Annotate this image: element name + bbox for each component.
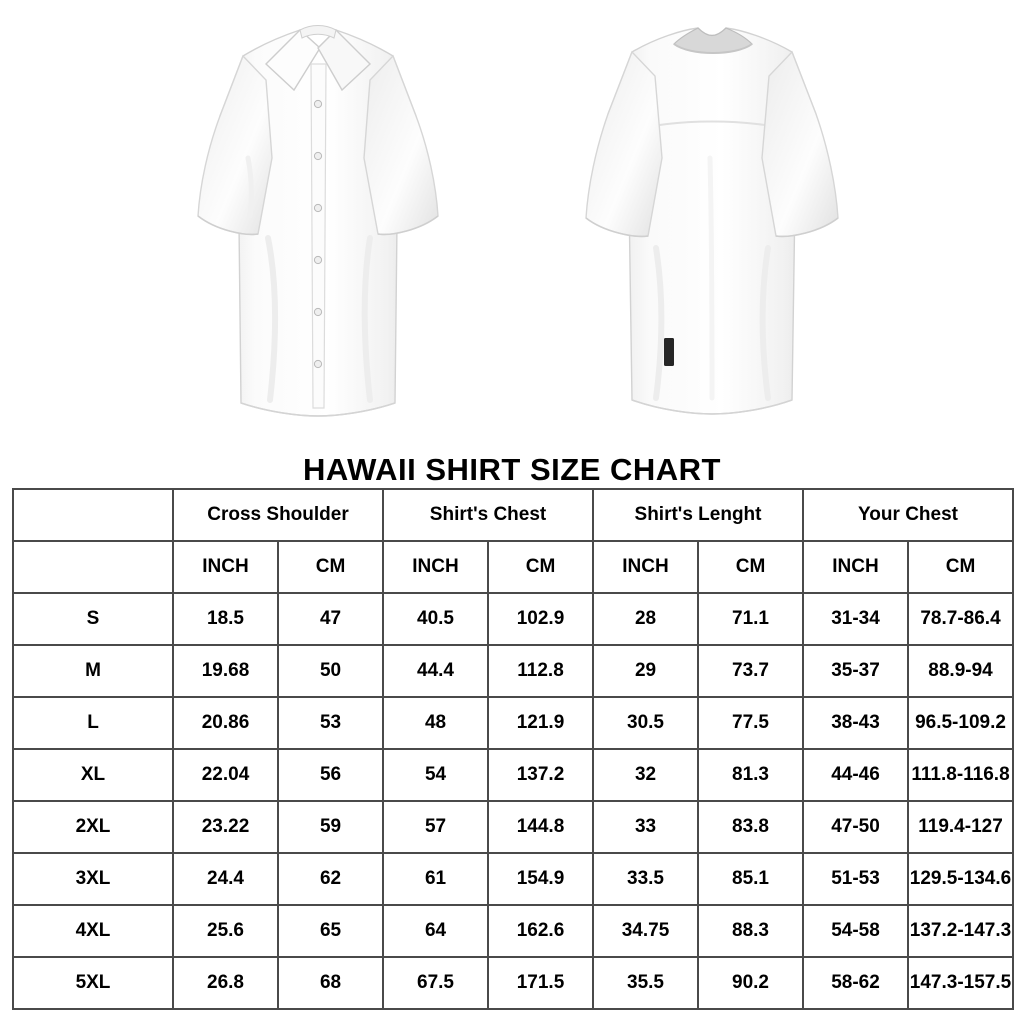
cell-cross-shoulder-cm: 59 (278, 801, 383, 853)
shirt-illustrations (0, 0, 1024, 452)
group-header-shirts-lenght: Shirt's Lenght (593, 489, 803, 541)
cell-shirt-chest-inch: 61 (383, 853, 488, 905)
cell-cross-shoulder-cm: 62 (278, 853, 383, 905)
cell-shirt-length-inch: 35.5 (593, 957, 698, 1009)
row-size-label: S (13, 593, 173, 645)
row-size-label: L (13, 697, 173, 749)
unit-header-inch-1: INCH (173, 541, 278, 593)
row-size-label: 4XL (13, 905, 173, 957)
cell-your-chest-cm: 147.3-157.5 (908, 957, 1013, 1009)
cell-your-chest-inch: 51-53 (803, 853, 908, 905)
cell-cross-shoulder-cm: 65 (278, 905, 383, 957)
cell-shirt-length-inch: 32 (593, 749, 698, 801)
cell-your-chest-cm: 119.4-127 (908, 801, 1013, 853)
row-size-label: 5XL (13, 957, 173, 1009)
cell-your-chest-cm: 129.5-134.6 (908, 853, 1013, 905)
cell-cross-shoulder-inch: 22.04 (173, 749, 278, 801)
cell-shirt-length-inch: 28 (593, 593, 698, 645)
row-size-label: 2XL (13, 801, 173, 853)
unit-header-inch-2: INCH (383, 541, 488, 593)
cell-shirt-length-cm: 83.8 (698, 801, 803, 853)
table-corner-cell (13, 489, 173, 541)
cell-your-chest-inch: 54-58 (803, 905, 908, 957)
size-chart-table (12, 488, 1014, 1010)
unit-header-cm-2: CM (488, 541, 593, 593)
cell-cross-shoulder-inch: 18.5 (173, 593, 278, 645)
table-row (13, 593, 1013, 645)
table-row (13, 645, 1013, 697)
cell-your-chest-cm: 111.8-116.8 (908, 749, 1013, 801)
cell-shirt-chest-cm: 112.8 (488, 645, 593, 697)
cell-shirt-chest-inch: 64 (383, 905, 488, 957)
cell-shirt-chest-cm: 144.8 (488, 801, 593, 853)
cell-cross-shoulder-inch: 23.22 (173, 801, 278, 853)
group-header-shirts-chest: Shirt's Chest (383, 489, 593, 541)
cell-cross-shoulder-inch: 26.8 (173, 957, 278, 1009)
cell-shirt-chest-cm: 137.2 (488, 749, 593, 801)
cell-cross-shoulder-cm: 47 (278, 593, 383, 645)
cell-cross-shoulder-inch: 19.68 (173, 645, 278, 697)
row-size-label: XL (13, 749, 173, 801)
cell-your-chest-inch: 35-37 (803, 645, 908, 697)
page-title: HAWAII SHIRT SIZE CHART (303, 452, 721, 487)
unit-header-inch-3: INCH (593, 541, 698, 593)
table-row (13, 749, 1013, 801)
table-row (13, 905, 1013, 957)
cell-shirt-length-cm: 85.1 (698, 853, 803, 905)
cell-cross-shoulder-cm: 53 (278, 697, 383, 749)
cell-shirt-chest-cm: 102.9 (488, 593, 593, 645)
cell-shirt-length-cm: 71.1 (698, 593, 803, 645)
unit-header-cm-4: CM (908, 541, 1013, 593)
table-row (13, 853, 1013, 905)
cell-shirt-length-cm: 77.5 (698, 697, 803, 749)
table-row (13, 697, 1013, 749)
cell-cross-shoulder-inch: 25.6 (173, 905, 278, 957)
cell-your-chest-cm: 137.2-147.3 (908, 905, 1013, 957)
row-size-label: M (13, 645, 173, 697)
cell-shirt-length-inch: 33.5 (593, 853, 698, 905)
cell-shirt-length-inch: 29 (593, 645, 698, 697)
cell-shirt-chest-inch: 40.5 (383, 593, 488, 645)
cell-shirt-length-cm: 81.3 (698, 749, 803, 801)
cell-cross-shoulder-inch: 20.86 (173, 697, 278, 749)
cell-shirt-chest-inch: 67.5 (383, 957, 488, 1009)
cell-shirt-chest-cm: 171.5 (488, 957, 593, 1009)
cell-cross-shoulder-cm: 68 (278, 957, 383, 1009)
unit-header-inch-4: INCH (803, 541, 908, 593)
unit-header-cm-3: CM (698, 541, 803, 593)
cell-shirt-chest-inch: 48 (383, 697, 488, 749)
row-size-label: 3XL (13, 853, 173, 905)
table-group-header-row (13, 489, 1013, 541)
cell-shirt-length-inch: 33 (593, 801, 698, 853)
cell-shirt-chest-cm: 121.9 (488, 697, 593, 749)
cell-your-chest-cm: 88.9-94 (908, 645, 1013, 697)
group-header-your-chest: Your Chest (803, 489, 1013, 541)
cell-shirt-length-cm: 88.3 (698, 905, 803, 957)
cell-cross-shoulder-cm: 50 (278, 645, 383, 697)
cell-your-chest-cm: 78.7-86.4 (908, 593, 1013, 645)
cell-cross-shoulder-inch: 24.4 (173, 853, 278, 905)
cell-shirt-length-inch: 34.75 (593, 905, 698, 957)
cell-shirt-chest-inch: 44.4 (383, 645, 488, 697)
cell-your-chest-inch: 58-62 (803, 957, 908, 1009)
cell-shirt-length-cm: 73.7 (698, 645, 803, 697)
cell-cross-shoulder-cm: 56 (278, 749, 383, 801)
table-row (13, 801, 1013, 853)
table-row (13, 957, 1013, 1009)
cell-your-chest-inch: 31-34 (803, 593, 908, 645)
table-unit-corner-cell (13, 541, 173, 593)
group-header-cross-shoulder: Cross Shoulder (173, 489, 383, 541)
cell-your-chest-inch: 47-50 (803, 801, 908, 853)
size-chart-table-wrapper (12, 488, 1012, 1010)
cell-shirt-length-inch: 30.5 (593, 697, 698, 749)
cell-shirt-chest-inch: 57 (383, 801, 488, 853)
table-unit-header-row (13, 541, 1013, 593)
cell-your-chest-cm: 96.5-109.2 (908, 697, 1013, 749)
shirt-front-image (148, 8, 488, 443)
cell-shirt-length-cm: 90.2 (698, 957, 803, 1009)
unit-header-cm-1: CM (278, 541, 383, 593)
cell-shirt-chest-cm: 154.9 (488, 853, 593, 905)
cell-your-chest-inch: 44-46 (803, 749, 908, 801)
cell-shirt-chest-cm: 162.6 (488, 905, 593, 957)
shirt-back-image (540, 8, 880, 443)
cell-shirt-chest-inch: 54 (383, 749, 488, 801)
cell-your-chest-inch: 38-43 (803, 697, 908, 749)
